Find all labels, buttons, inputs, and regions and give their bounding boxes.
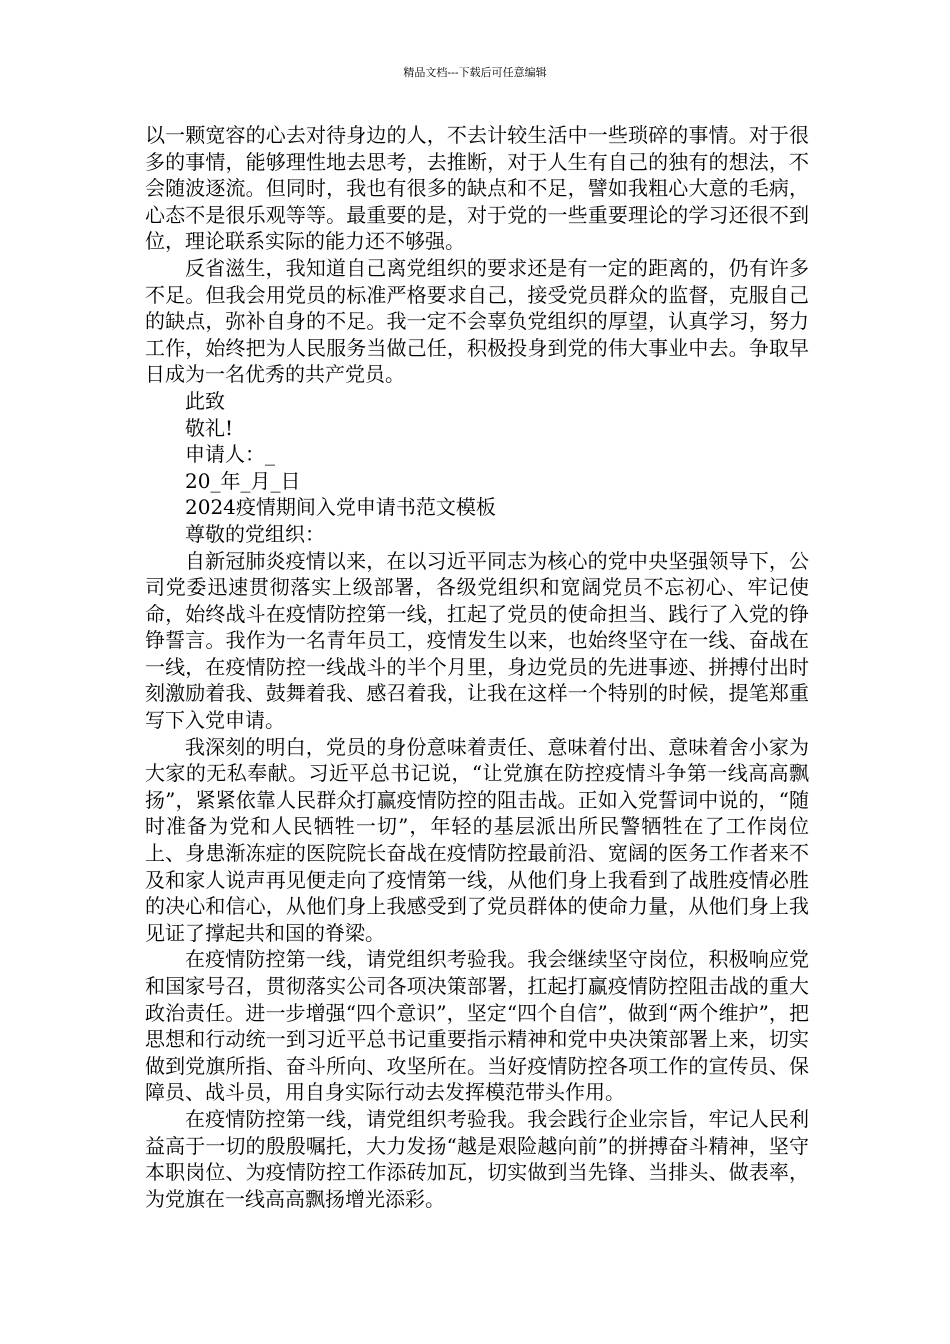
paragraph-understanding: 我深刻的明白，党员的身份意味着责任、意味着付出、意味着舍小家为大家的无私奉献。习近平总书记说，“让党旗在防控疫情斗争第一线高高飘扬”，紧紧依靠人民群众打赢疫情防控的阻击战。正如入党誓词中说的，“随时准备为党和人民牺牲一切”，年轻的基层派出所民警牺牲在了工作岗位上、身患渐冻症的医院院长奋战在疫情防控最前沿、宽阔的医务工作者来不及和家人说声再见便走向了疫情第一线，从他们身上我看到了战胜疫情必胜的决心和信心，从他们身上我感受到了党员群体的使命力量，从他们身上我见证了撑起共和国的脊梁。 [145,734,809,945]
paragraph-commitment-2: 在疫情防控第一线，请党组织考验我。我会践行企业宗旨，牢记人民利益高于一切的殷殷嘱托，大力发扬“越是艰险越向前”的拼搏奋斗精神，坚守本职岗位、为疫情防控工作添砖加瓦，切实做到当先锋、当排头、做表率，为党旗在一线高高飘扬增光添彩。 [145,1106,809,1211]
applicant-signature-line: 申请人：_ [185,442,275,467]
section-title: 2024疫情期间入党申请书范文模板 [185,495,496,520]
page-header: 精品文档---下载后可任意编辑 [403,66,547,79]
paragraph-self-assessment: 以一颗宽容的心去对待身边的人，不去计较生活中一些琐碎的事情。对于很多的事情，能够理性地去思考，去推断，对于人生有自己的独有的想法，不会随波逐流。但同时，我也有很多的缺点和不足，譬如我粗心大意的毛病，心态不是很乐观等等。最重要的是，对于党的一些重要理论的学习还很不到位，理论联系实际的能力还不够强。 [145,123,809,254]
paragraph-reflection: 反省滋生，我知道自己离党组织的要求还是有一定的距离的，仍有许多不足。但我会用党员的标准严格要求自己，接受党员群众的监督，克服自己的缺点，弥补自身的不足。我一定不会辜负党组织的厚望，认真学习，努力工作，始终把为人民服务当做己任，积极投身到党的伟大事业中去。争取早日成为一名优秀的共产党员。 [145,255,809,387]
closing-respect: 敬礼! [185,415,234,440]
paragraph-intro: 自新冠肺炎疫情以来，在以习近平同志为核心的党中央坚强领导下，公司党委迅速贯彻落实上级部署，各级党组织和宽阔党员不忘初心、牢记使命，始终战斗在疫情防控第一线，扛起了党员的使命担当、践行了入党的铮铮誓言。我作为一名青年员工，疫情发生以来，也始终坚守在一线、奋战在一线，在疫情防控一线战斗的半个月里，身边党员的先进事迹、拼搏付出时刻激励着我、鼓舞着我、感召着我，让我在这样一个特别的时候，提笔郑重写下入党申请。 [145,548,809,733]
date-line: 20_年_月_日 [185,468,301,493]
paragraph-commitment-1: 在疫情防控第一线，请党组织考验我。我会继续坚守岗位，积极响应党和国家号召，贯彻落实公司各项决策部署，扛起打赢疫情防控阻击战的重大政治责任。进一步增强“四个意识”，坚定“四个自信”，做到“两个维护”，把思想和行动统一到习近平总书记重要指示精神和党中央决策部署上来，切实做到党旗所指、奋斗所向、攻坚所在。当好疫情防控各项工作的宣传员、保障员、战斗员，用自身实际行动去发挥模范带头作用。 [145,947,809,1105]
document-body [145,122,809,1212]
closing-salutation: 此致 [185,388,225,413]
greeting-line: 尊敬的党组织： [185,521,325,546]
